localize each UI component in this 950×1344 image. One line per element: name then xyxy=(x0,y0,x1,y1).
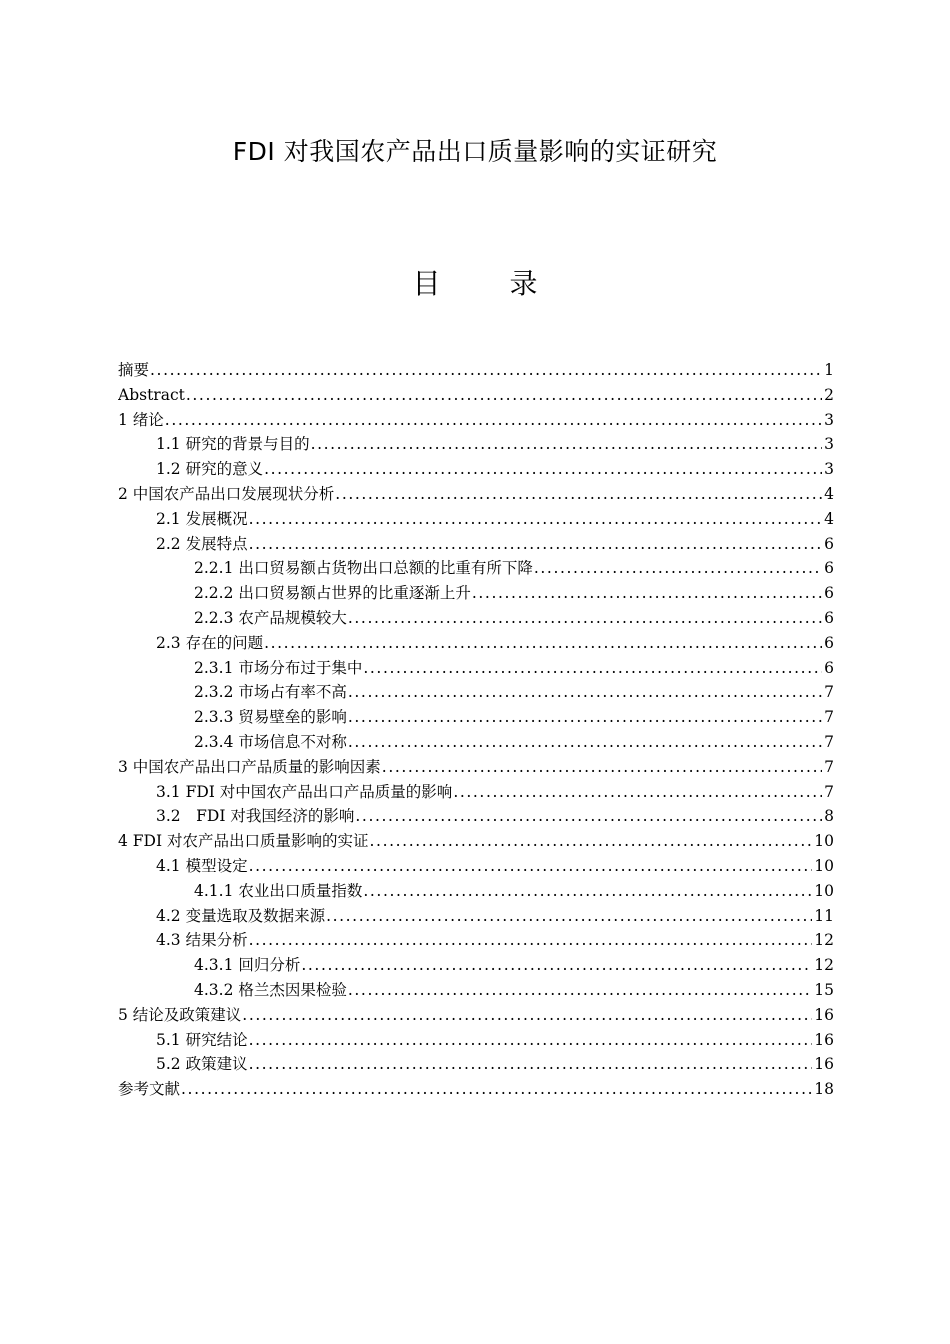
toc-entry[interactable] xyxy=(118,829,834,854)
toc-dot-leader xyxy=(300,953,812,978)
toc-entry[interactable] xyxy=(118,606,834,631)
toc-entry-label: 2.3 存在的问题 xyxy=(156,633,264,652)
toc-dot-leader xyxy=(180,1077,812,1102)
toc-entry-label: 4.1.1 农业出口质量指数 xyxy=(194,881,363,900)
toc-dot-leader xyxy=(263,631,822,656)
toc-dot-leader xyxy=(347,680,822,705)
toc-dot-leader xyxy=(248,1052,813,1077)
toc-entry[interactable] xyxy=(118,656,834,681)
toc-entry[interactable] xyxy=(118,680,834,705)
toc-entry[interactable] xyxy=(118,705,834,730)
toc-entry-page-number: 16 xyxy=(814,1005,834,1024)
toc-dot-leader xyxy=(471,581,822,606)
toc-entry-label: 摘要 xyxy=(118,361,150,379)
toc-dot-leader xyxy=(354,804,822,829)
toc-dot-leader xyxy=(263,457,822,482)
toc-dot-leader xyxy=(310,432,823,457)
toc-dot-leader xyxy=(347,730,822,755)
toc-entry-label: Abstract xyxy=(118,385,185,404)
toc-entry-label: 2.1 发展概况 xyxy=(156,509,248,528)
toc-entry[interactable] xyxy=(118,532,834,557)
toc-entry[interactable] xyxy=(118,507,834,532)
toc-dot-leader xyxy=(185,383,822,408)
toc-entry-page-number: 16 xyxy=(814,1055,834,1074)
toc-dot-leader xyxy=(369,829,813,854)
toc-entry-label: 2 中国农产品出口发展现状分析 xyxy=(118,484,335,503)
toc-entry-label: 5.1 研究结论 xyxy=(156,1030,248,1049)
toc-entry[interactable] xyxy=(118,631,834,656)
toc-entry-label: 2.3.1 市场分布过于集中 xyxy=(194,658,363,677)
toc-entry-page-number: 4 xyxy=(824,509,834,528)
toc-entry[interactable] xyxy=(118,1028,834,1053)
toc-entry-page-number: 10 xyxy=(814,881,834,900)
toc-entry-label: 2.2.2 出口贸易额占世界的比重逐渐上升 xyxy=(194,584,471,603)
toc-entry-label: 2.2.3 农产品规模较大 xyxy=(194,608,347,627)
toc-dot-leader xyxy=(362,656,822,681)
toc-entry-page-number: 6 xyxy=(824,534,834,553)
toc-entry-label: 4.3.1 回归分析 xyxy=(194,956,301,975)
toc-entry[interactable] xyxy=(118,1003,834,1028)
toc-entry-page-number: 15 xyxy=(814,980,834,999)
toc-dot-leader xyxy=(164,408,822,433)
toc-entry[interactable] xyxy=(118,1077,834,1102)
toc-entry-page-number: 6 xyxy=(824,658,834,677)
toc-entry[interactable] xyxy=(118,457,834,482)
toc-entry[interactable] xyxy=(118,879,834,904)
toc-dot-leader xyxy=(149,358,822,383)
toc-dot-leader xyxy=(334,482,822,507)
toc-entry-label: 4 FDI 对农产品出口质量影响的实证 xyxy=(118,832,369,851)
toc-entry-page-number: 12 xyxy=(814,956,834,975)
toc-entry[interactable] xyxy=(118,581,834,606)
toc-dot-leader xyxy=(248,532,823,557)
toc-entry-page-number: 7 xyxy=(824,757,834,776)
toc-entry[interactable] xyxy=(118,755,834,780)
toc-entry[interactable] xyxy=(118,804,834,829)
toc-dot-leader xyxy=(248,928,813,953)
toc-entry[interactable] xyxy=(118,953,834,978)
toc-entry-page-number: 7 xyxy=(824,683,834,702)
toc-entry-page-number: 10 xyxy=(814,832,834,851)
toc-entry-label: 2.3.3 贸易壁垒的影响 xyxy=(194,708,347,727)
toc-entry-page-number: 11 xyxy=(814,906,834,925)
toc-entry-page-number: 2 xyxy=(824,385,834,404)
toc-entry[interactable] xyxy=(118,978,834,1003)
toc-entry-page-number: 1 xyxy=(824,361,834,379)
toc-entry-page-number: 7 xyxy=(824,782,834,801)
toc-entry[interactable] xyxy=(118,780,834,805)
toc-heading: 目 录 xyxy=(412,267,568,300)
toc-entry-label: 参考文献 xyxy=(118,1080,181,1099)
document-title: FDI 对我国农产品出口质量影响的实证研究 xyxy=(232,137,718,166)
toc-entry-label: 1 绪论 xyxy=(118,410,164,429)
toc-entry-page-number: 3 xyxy=(824,460,834,479)
toc-entry-label: 4.3 结果分析 xyxy=(156,931,248,950)
toc-entry-page-number: 7 xyxy=(824,732,834,751)
toc-entry-page-number: 18 xyxy=(814,1080,834,1099)
toc-dot-leader xyxy=(248,1028,813,1053)
toc-entry-label: 3.2 FDI 对我国经济的影响 xyxy=(156,807,355,826)
toc-entry[interactable] xyxy=(118,928,834,953)
toc-entry-page-number: 4 xyxy=(824,484,834,503)
toc-entry[interactable] xyxy=(118,408,834,433)
toc-entry-page-number: 6 xyxy=(824,608,834,627)
toc-dot-leader xyxy=(241,1003,812,1028)
toc-dot-leader xyxy=(362,879,812,904)
toc-entry-label: 4.1 模型设定 xyxy=(156,856,248,875)
toc-entry[interactable] xyxy=(118,432,834,457)
toc-entry-label: 1.1 研究的背景与目的 xyxy=(156,435,310,454)
table-of-contents xyxy=(118,358,834,1102)
toc-entry-page-number: 10 xyxy=(814,856,834,875)
toc-entry[interactable] xyxy=(118,358,834,383)
toc-dot-leader xyxy=(325,904,812,929)
toc-entry-label: 3 中国农产品出口产品质量的影响因素 xyxy=(118,757,381,776)
toc-entry-label: 1.2 研究的意义 xyxy=(156,460,264,479)
toc-entry-label: 2.2 发展特点 xyxy=(156,534,248,553)
toc-entry[interactable] xyxy=(118,1052,834,1077)
toc-entry-label: 2.3.2 市场占有率不高 xyxy=(194,683,347,702)
toc-entry-label: 4.2 变量选取及数据来源 xyxy=(156,906,326,925)
toc-entry[interactable] xyxy=(118,904,834,929)
toc-entry[interactable] xyxy=(118,730,834,755)
toc-entry-label: 2.2.1 出口贸易额占货物出口总额的比重有所下降 xyxy=(194,559,533,578)
toc-entry[interactable] xyxy=(118,556,834,581)
toc-entry-label: 4.3.2 格兰杰因果检验 xyxy=(194,980,347,999)
toc-entry-label: 5.2 政策建议 xyxy=(156,1055,248,1074)
toc-dot-leader xyxy=(452,780,822,805)
toc-dot-leader xyxy=(248,854,813,879)
toc-entry-label: 3.1 FDI 对中国农产品出口产品质量的影响 xyxy=(156,782,453,801)
toc-entry-page-number: 8 xyxy=(824,807,834,826)
toc-entry[interactable] xyxy=(118,482,834,507)
toc-dot-leader xyxy=(248,507,823,532)
toc-entry-label: 2.3.4 市场信息不对称 xyxy=(194,732,347,751)
toc-dot-leader xyxy=(347,978,812,1003)
toc-entry-page-number: 6 xyxy=(824,633,834,652)
toc-entry-page-number: 6 xyxy=(824,559,834,578)
toc-entry-page-number: 6 xyxy=(824,584,834,603)
toc-entry[interactable] xyxy=(118,854,834,879)
toc-entry-page-number: 16 xyxy=(814,1030,834,1049)
toc-entry[interactable] xyxy=(118,383,834,408)
toc-entry-page-number: 12 xyxy=(814,931,834,950)
toc-entry-page-number: 3 xyxy=(824,410,834,429)
toc-entry-page-number: 7 xyxy=(824,708,834,727)
toc-dot-leader xyxy=(381,755,822,780)
toc-entry-label: 5 结论及政策建议 xyxy=(118,1005,242,1024)
toc-dot-leader xyxy=(533,556,822,581)
toc-entry-page-number: 3 xyxy=(824,435,834,454)
toc-dot-leader xyxy=(347,705,822,730)
toc-dot-leader xyxy=(347,606,822,631)
